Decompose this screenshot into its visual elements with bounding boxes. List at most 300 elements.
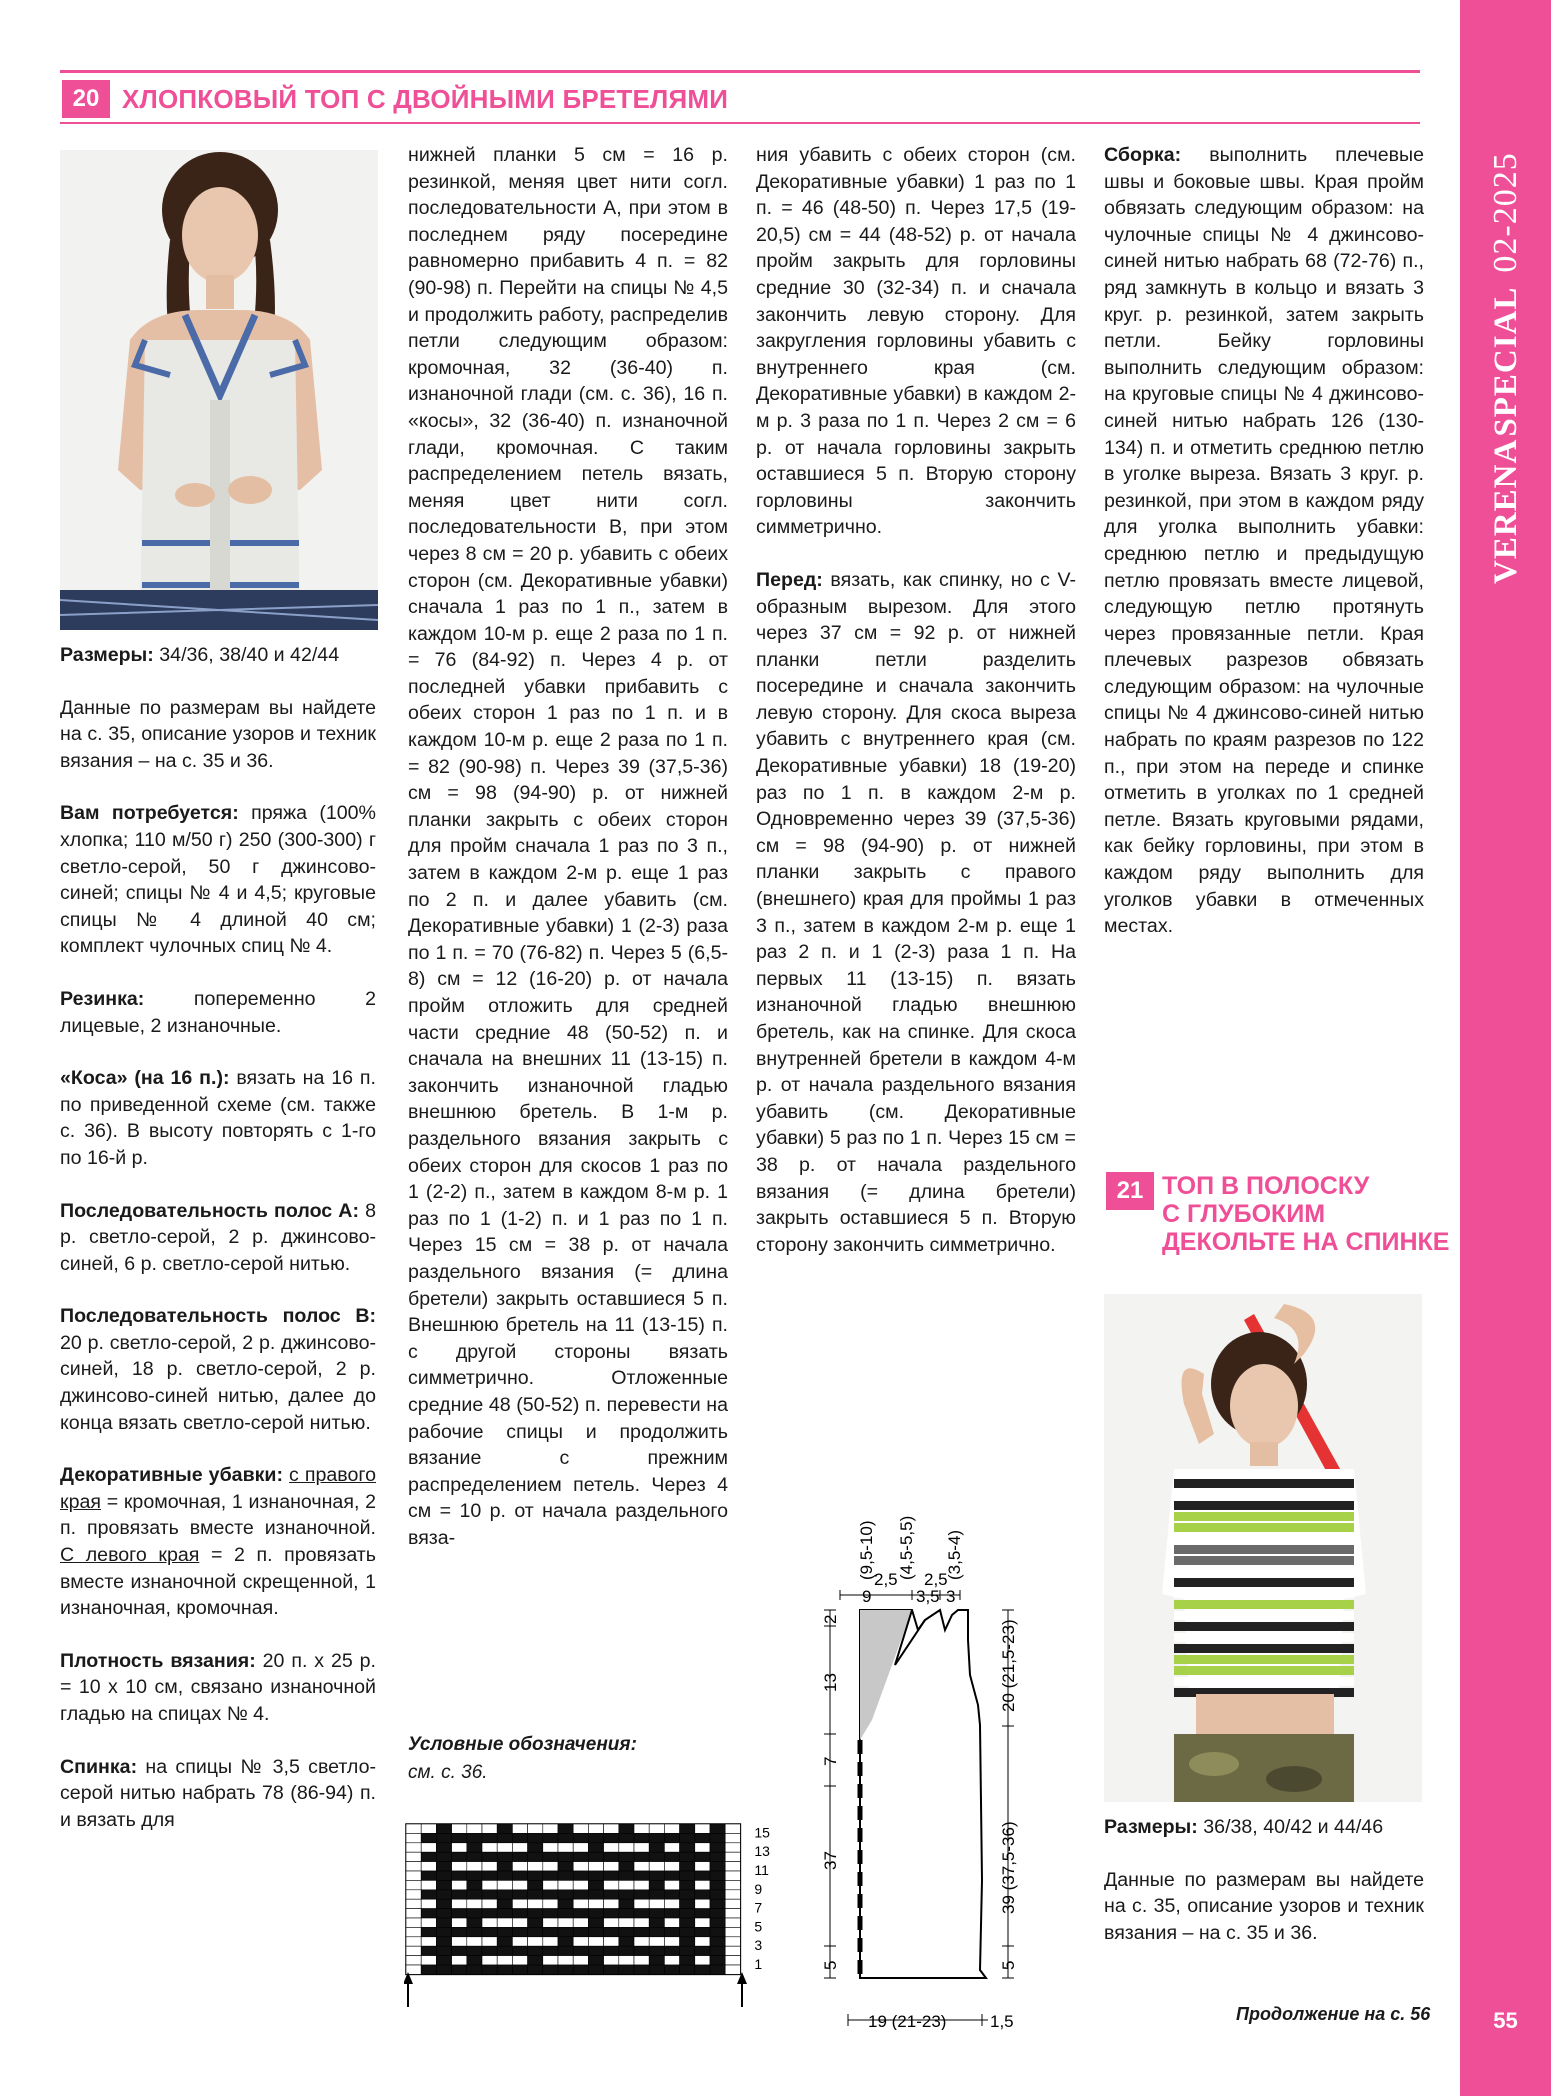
chart-cell	[604, 1927, 619, 1936]
chart-cell	[695, 1918, 710, 1927]
top-stripe	[1174, 1523, 1354, 1532]
heading-rule-top	[60, 70, 1420, 73]
chart-cell	[467, 1843, 482, 1852]
chart-cell	[467, 1824, 482, 1833]
chart-cell	[467, 1880, 482, 1889]
chart-cell	[482, 1946, 497, 1955]
chart-cell	[573, 1843, 588, 1852]
chart-cell	[664, 1871, 679, 1880]
chart-cell	[528, 1965, 543, 1974]
chart-cell	[573, 1946, 588, 1955]
chart-cell	[695, 1871, 710, 1880]
chart-cell	[649, 1927, 664, 1936]
chart-cell	[619, 1909, 634, 1918]
chart-cell	[452, 1956, 467, 1965]
magazine-masthead	[1478, 64, 1534, 584]
chart-cell	[649, 1871, 664, 1880]
front-label: Перед:	[756, 568, 823, 591]
chart-cell	[406, 1880, 421, 1889]
dim-7: 7	[821, 1756, 840, 1766]
chart-cell	[558, 1880, 573, 1889]
chart-cell	[497, 1852, 512, 1861]
chart-cell	[512, 1862, 527, 1871]
chart-cell	[710, 1965, 725, 1974]
chart-cell	[512, 1937, 527, 1946]
chart-cell	[421, 1852, 436, 1861]
chart-cell	[725, 1862, 740, 1871]
chart-cell	[406, 1927, 421, 1936]
chart-cell	[436, 1824, 451, 1833]
chart-cell	[634, 1899, 649, 1908]
assembly-text: выполнить плечевые швы и боковые швы. Края пройм обвязать следующим образом: на чулочные спицы № 4 джинсово-синей нитью набрать 68 (72-76) п., ряд замкнуть в кольцо и вязать 3 круг. р. резинкой, затем закрыть петли. Бейку горловины выполнить следующим образом: на круговые спицы № 4 джинсово-синей нитью набрать 126 (130-134) п. и отметить среднюю петлю в уголке выреза. Вязать 3 круг. р. резинкой, при этом в каждом ряду для уголка выполнить убавки: среднюю петлю и предыдущую петлю провязать вместе лицевой, следующую петлю протянуть через провязанные петли. Края плечевых разрезов обвязать следующим образом: на чулочные спицы № 4 джинсово-синей нитью набрать по краям разрезов по 122 п., при этом на переде и спинке отметить в уголках по 1 средней петле. Вязать круговыми рядами, как бейку горловины, при этом в каждом ряду выполнить для уголков убавки в отмеченных местах.	[1104, 144, 1424, 938]
project-21-sizes-reference: Данные по размерам вы найдете на с. 35, описание узоров и техник вязания – на с. 35 и 36.	[1104, 1868, 1424, 1944]
chart-cell	[452, 1918, 467, 1927]
chart-cell	[512, 1899, 527, 1908]
chart-cell	[588, 1833, 603, 1842]
chart-cell	[512, 1965, 527, 1974]
chart-cell	[725, 1909, 740, 1918]
issue-number: 02-2025	[1487, 152, 1524, 273]
chart-cell	[452, 1833, 467, 1842]
chart-cell	[436, 1909, 451, 1918]
column-2	[408, 142, 728, 1551]
chart-cell	[664, 1862, 679, 1871]
chart-cell	[452, 1852, 467, 1861]
chart-cell	[497, 1927, 512, 1936]
chart-cell	[482, 1833, 497, 1842]
back-finish-text: ния убавить с обеих сторон (см. Декоративные убавки) 1 раз по 1 п. = 46 (48-50) п. Через 17,5 (19-20,5) см = 44 (48-52) р. от начала пройм закрыть для горловины средние 30 (32-34) п. и сначала закончить левую сторону. Для закругления горловины убавить с внутреннего края (см. Декоративные убавки) в каждом 2-м р. 3 раза по 1 п. Через 2 см = 6 р. от начала горловины закрыть оставшиеся 5 п. Вторую сторону горловины закончить симметрично.	[756, 144, 1076, 539]
chart-cell	[467, 1890, 482, 1899]
chart-cell	[512, 1946, 527, 1955]
chart-cell	[406, 1890, 421, 1899]
chart-cell	[421, 1833, 436, 1842]
cable-chart	[404, 1822, 784, 2017]
chart-cell	[619, 1918, 634, 1927]
chart-cell	[528, 1852, 543, 1861]
chart-cell	[695, 1937, 710, 1946]
chart-cell	[558, 1918, 573, 1927]
chart-cell	[725, 1937, 740, 1946]
chart-cell	[725, 1871, 740, 1880]
page-number: 55	[1493, 2008, 1518, 2033]
chart-cell	[406, 1824, 421, 1833]
materials-label: Вам потребуется:	[60, 802, 239, 825]
assembly-label: Сборка:	[1104, 144, 1182, 166]
chart-cell	[634, 1937, 649, 1946]
chart-cell	[680, 1899, 695, 1908]
edition-name: SPECIAL	[1487, 286, 1524, 437]
chart-cell	[664, 1843, 679, 1852]
chart-cell	[649, 1833, 664, 1842]
decreases-right-edge: с правого края	[60, 1464, 376, 1513]
chart-cell	[452, 1937, 467, 1946]
chart-cell	[482, 1909, 497, 1918]
chart-cell	[604, 1937, 619, 1946]
chart-cell	[725, 1833, 740, 1842]
chart-cell	[406, 1871, 421, 1880]
cable-label: «Коса» (на 16 п.):	[60, 1067, 230, 1090]
chart-cell	[619, 1937, 634, 1946]
chart-cell	[512, 1871, 527, 1880]
dim-9-5-10: (9,5-10)	[857, 1520, 876, 1580]
chart-cell	[664, 1899, 679, 1908]
chart-cell	[649, 1824, 664, 1833]
chart-cell	[588, 1824, 603, 1833]
chart-cell	[421, 1843, 436, 1852]
chart-cell	[710, 1918, 725, 1927]
chart-cell	[695, 1965, 710, 1974]
chart-cell	[588, 1871, 603, 1880]
chart-cell	[588, 1946, 603, 1955]
chart-cell	[482, 1965, 497, 1974]
chart-cell	[573, 1899, 588, 1908]
chart-cell	[497, 1899, 512, 1908]
stripes-b-label: Последовательность полос В:	[60, 1305, 376, 1328]
chart-cell	[695, 1843, 710, 1852]
dim-13: 13	[821, 1673, 840, 1692]
materials-text: пряжа (100% хлопка; 110 м/50 г) 250 (300-300) г светло-серой, 50 г джинсово-синей; спицы № 4 и 4,5; круговые спицы № 4 длиной 40 см; комплект чулочных спиц № 4.	[60, 802, 376, 958]
chart-cell	[680, 1909, 695, 1918]
chart-cell	[528, 1956, 543, 1965]
chart-cell	[452, 1965, 467, 1974]
chart-cell	[664, 1890, 679, 1899]
chart-row-number: 5	[754, 1918, 763, 1935]
chart-cell	[649, 1880, 664, 1889]
chart-cell	[725, 1843, 740, 1852]
chart-cell	[528, 1833, 543, 1842]
top-stripe	[1174, 1644, 1354, 1653]
chart-cell	[467, 1918, 482, 1927]
chart-cell	[452, 1909, 467, 1918]
dim-20-21-5-23: 20 (21,5-23)	[999, 1619, 1018, 1712]
chart-cell	[573, 1927, 588, 1936]
chart-cell	[543, 1880, 558, 1889]
chart-cell	[512, 1890, 527, 1899]
dim-3: 3	[946, 1587, 956, 1606]
chart-cell	[421, 1899, 436, 1908]
chart-cell	[421, 1946, 436, 1955]
chart-cell	[558, 1871, 573, 1880]
stripes-a-label: Последовательность полос А:	[60, 1199, 359, 1222]
top-stripe	[1174, 1479, 1354, 1488]
stripes-a-text: 8 р. светло-серой, 2 р. джинсово-синей, 6 р. светло-серой нитью.	[60, 1199, 377, 1275]
chart-cell	[436, 1890, 451, 1899]
chart-cell	[452, 1871, 467, 1880]
chart-cell	[664, 1956, 679, 1965]
chart-cell	[634, 1918, 649, 1927]
chart-cell	[528, 1899, 543, 1908]
top-stripe	[1174, 1534, 1354, 1543]
chart-arrow-left	[404, 1972, 413, 2007]
dim-3-5-4: (3,5-4)	[945, 1529, 964, 1580]
chart-cell	[619, 1946, 634, 1955]
heading-rule-bottom	[60, 122, 1420, 124]
chart-cell	[543, 1890, 558, 1899]
chart-cell	[558, 1899, 573, 1908]
chart-cell	[543, 1824, 558, 1833]
chart-cell	[482, 1927, 497, 1936]
chart-cell	[421, 1880, 436, 1889]
legend-title: Условные обозначения:	[408, 1734, 637, 1755]
chart-cell	[573, 1833, 588, 1842]
top-stripe	[1174, 1611, 1354, 1620]
chart-cell	[512, 1909, 527, 1918]
chart-cell	[482, 1899, 497, 1908]
chart-cell	[710, 1852, 725, 1861]
chart-cell	[528, 1843, 543, 1852]
top-stripe	[1174, 1622, 1354, 1631]
top-stripe	[1174, 1501, 1354, 1510]
chart-cell	[452, 1843, 467, 1852]
chart-cell	[467, 1909, 482, 1918]
chart-cell	[680, 1937, 695, 1946]
chart-cell	[649, 1890, 664, 1899]
chart-cell	[634, 1965, 649, 1974]
decreases-label: Декоративные убавки:	[60, 1464, 283, 1487]
chart-cell	[467, 1965, 482, 1974]
chart-cell	[619, 1899, 634, 1908]
chart-cell	[436, 1918, 451, 1927]
dim-39-37-5-36: 39 (37,5-36)	[999, 1821, 1018, 1914]
project-21-number-badge: 21	[1106, 1172, 1154, 1210]
chart-cell	[695, 1824, 710, 1833]
gauge-label: Плотность вязания:	[60, 1649, 256, 1672]
chart-cell	[710, 1937, 725, 1946]
chart-cell	[588, 1862, 603, 1871]
chart-cell	[664, 1965, 679, 1974]
chart-cell	[680, 1956, 695, 1965]
decreases-left-text: = 2 п. провязать вместе изнаночной скрещенной, 1 изнаночная, кромочная.	[60, 1544, 376, 1620]
chart-cell	[664, 1937, 679, 1946]
chart-cell	[406, 1843, 421, 1852]
chart-cell	[497, 1833, 512, 1842]
chart-cell	[619, 1956, 634, 1965]
chart-cell	[649, 1852, 664, 1861]
chart-cell	[558, 1956, 573, 1965]
chart-cell	[634, 1956, 649, 1965]
chart-cell	[634, 1927, 649, 1936]
chart-cell	[436, 1852, 451, 1861]
chart-cell	[467, 1956, 482, 1965]
chart-cell	[512, 1956, 527, 1965]
chart-cell	[649, 1862, 664, 1871]
chart-cell	[680, 1862, 695, 1871]
chart-row-number: 9	[754, 1880, 763, 1897]
project-21-title-line-3: ДЕКОЛЬТЕ НА СПИНКЕ	[1162, 1228, 1450, 1256]
chart-row-number: 3	[754, 1937, 763, 1954]
column-4	[1104, 142, 1424, 940]
chart-cell	[558, 1833, 573, 1842]
dim-9: 9	[862, 1587, 872, 1606]
chart-cell	[406, 1937, 421, 1946]
dim-2-5-b: 2,5	[924, 1570, 948, 1589]
chart-cell	[467, 1899, 482, 1908]
chart-cell	[695, 1880, 710, 1889]
chart-cell	[710, 1956, 725, 1965]
magazine-sidebar	[1460, 0, 1551, 2096]
chart-cell	[695, 1890, 710, 1899]
top-stripe	[1174, 1545, 1354, 1554]
chart-cell	[619, 1852, 634, 1861]
column-1	[60, 642, 376, 1833]
chart-cell	[558, 1946, 573, 1955]
chart-cell	[680, 1890, 695, 1899]
chart-cell	[528, 1946, 543, 1955]
chart-cell	[543, 1965, 558, 1974]
chart-row-number: 15	[754, 1824, 770, 1841]
chart-cell	[710, 1843, 725, 1852]
chart-cell	[588, 1909, 603, 1918]
chart-cell	[512, 1852, 527, 1861]
chart-cell	[634, 1946, 649, 1955]
chart-cell	[482, 1852, 497, 1861]
rib-label: Резинка:	[60, 987, 145, 1010]
chart-cell	[436, 1871, 451, 1880]
chart-cell	[710, 1871, 725, 1880]
chart-cell	[482, 1890, 497, 1899]
chart-cell	[497, 1937, 512, 1946]
chart-cell	[604, 1843, 619, 1852]
chart-cell	[497, 1909, 512, 1918]
chart-cell	[649, 1946, 664, 1955]
chart-cell	[695, 1862, 710, 1871]
chart-cell	[649, 1918, 664, 1927]
chart-cell	[528, 1871, 543, 1880]
chart-cell	[634, 1862, 649, 1871]
chart-cell	[573, 1890, 588, 1899]
top-stripe	[1174, 1490, 1354, 1499]
chart-cell	[421, 1862, 436, 1871]
chart-cell	[467, 1833, 482, 1842]
chart-cell	[619, 1927, 634, 1936]
chart-cell	[543, 1852, 558, 1861]
chart-cell	[573, 1824, 588, 1833]
chart-cell	[634, 1871, 649, 1880]
chart-cell	[695, 1927, 710, 1936]
chart-cell	[710, 1862, 725, 1871]
chart-cell	[452, 1880, 467, 1889]
chart-cell	[436, 1843, 451, 1852]
chart-cell	[467, 1937, 482, 1946]
chart-row-number: 11	[754, 1862, 769, 1878]
chart-cell	[452, 1946, 467, 1955]
chart-cell	[406, 1956, 421, 1965]
chart-cell	[604, 1862, 619, 1871]
chart-cell	[436, 1899, 451, 1908]
dim-1-5: 1,5	[990, 2012, 1014, 2030]
chart-cell	[497, 1946, 512, 1955]
chart-cell	[573, 1965, 588, 1974]
project-21-title-line-1: ТОП В ПОЛОСКУ	[1162, 1172, 1370, 1200]
chart-cell	[467, 1862, 482, 1871]
chart-cell	[619, 1843, 634, 1852]
project-21-title-line-2: С ГЛУБОКИМ	[1162, 1200, 1326, 1228]
chart-cell	[725, 1927, 740, 1936]
chart-cell	[497, 1890, 512, 1899]
chart-cell	[558, 1843, 573, 1852]
chart-cell	[528, 1880, 543, 1889]
chart-cell	[558, 1909, 573, 1918]
front-text: вязать, как спинку, но с V-образным вырезом. Для этого через 37 см = 92 р. от нижней планки петли разделить посередине и сначала закончить левую сторону. Для скоса выреза убавить с внутреннего края (см. Декоративные убавки) 18 (19-20) раз по 1 п. в каждом 2-м р. Одновременно через 39 (37,5-36) см = 98 (94-90) р. от нижней планки закрыть с правого (внешнего) края для проймы 1 раз 3 п., затем в каждом 2-м р. еще 1 раз 2 п. и 1 (2-3) раза 1 п. На первых 11 (13-15) п. вязать изнаночной гладью внешнюю бретель, как на спинке. Для скоса внутренней бретели в каждом 4-м р. от начала раздельного вязания убавить (см. Декоративные убавки) 5 раз по 1 п. Через 15 см = 38 р. от начала раздельного вязания (= длина бретели) закрыть оставшиеся 5 п. Вторую сторону закончить симметрично.	[756, 568, 1076, 1256]
chart-cell	[588, 1965, 603, 1974]
chart-cell	[558, 1965, 573, 1974]
project-21-sizes-text: 36/38, 40/42 и 44/46	[1197, 1816, 1384, 1838]
chart-cell	[497, 1871, 512, 1880]
chart-cell	[497, 1862, 512, 1871]
chart-cell	[406, 1862, 421, 1871]
chart-cell	[725, 1965, 740, 1974]
chart-cell	[558, 1890, 573, 1899]
chart-cell	[482, 1843, 497, 1852]
chart-cell	[588, 1956, 603, 1965]
dim-4-5-5-5: (4,5-5,5)	[897, 1515, 916, 1580]
chart-cell	[634, 1880, 649, 1889]
chart-cell	[482, 1871, 497, 1880]
chart-cell	[710, 1833, 725, 1842]
chart-cell	[680, 1918, 695, 1927]
sizes-label: Размеры:	[60, 644, 154, 666]
chart-cell	[421, 1909, 436, 1918]
chart-cell	[619, 1824, 634, 1833]
model-photo-21	[1104, 1294, 1422, 1802]
chart-cell	[710, 1890, 725, 1899]
chart-cell	[543, 1909, 558, 1918]
chart-cell	[512, 1824, 527, 1833]
chart-cell	[558, 1862, 573, 1871]
dim-2: 2	[821, 1614, 840, 1624]
chart-cell	[482, 1880, 497, 1889]
chart-cell	[604, 1852, 619, 1861]
top-stripe	[1174, 1633, 1354, 1642]
chart-cell	[588, 1927, 603, 1936]
chart-cell	[543, 1833, 558, 1842]
chart-cell	[695, 1909, 710, 1918]
project-number-badge: 20	[62, 80, 110, 118]
chart-cell	[421, 1918, 436, 1927]
chart-cell	[725, 1946, 740, 1955]
chart-cell	[528, 1909, 543, 1918]
chart-cell	[588, 1937, 603, 1946]
chart-cell	[680, 1880, 695, 1889]
chart-cell	[710, 1946, 725, 1955]
top-stripe	[1174, 1600, 1354, 1609]
chart-cell	[680, 1927, 695, 1936]
chart-cell	[528, 1927, 543, 1936]
chart-cell	[573, 1852, 588, 1861]
chart-cell	[664, 1880, 679, 1889]
chart-cell	[725, 1956, 740, 1965]
chart-cell	[528, 1937, 543, 1946]
chart-cell	[664, 1852, 679, 1861]
chart-cell	[710, 1880, 725, 1889]
chart-cell	[604, 1880, 619, 1889]
chart-cell	[664, 1909, 679, 1918]
chart-cell	[482, 1937, 497, 1946]
chart-cell	[467, 1871, 482, 1880]
chart-cell	[512, 1880, 527, 1889]
chart-cell	[467, 1927, 482, 1936]
chart-cell	[604, 1918, 619, 1927]
chart-cell	[634, 1833, 649, 1842]
chart-cell	[573, 1909, 588, 1918]
chart-cell	[436, 1965, 451, 1974]
chart-cell	[619, 1890, 634, 1899]
chart-row-number: 13	[754, 1843, 770, 1860]
sizes-reference: Данные по размерам вы найдете на с. 35, описание узоров и техник вязания – на с. 35 и 36.	[60, 696, 376, 772]
dim-5-left: 5	[821, 1960, 840, 1970]
chart-cell	[604, 1890, 619, 1899]
chart-cell	[634, 1852, 649, 1861]
